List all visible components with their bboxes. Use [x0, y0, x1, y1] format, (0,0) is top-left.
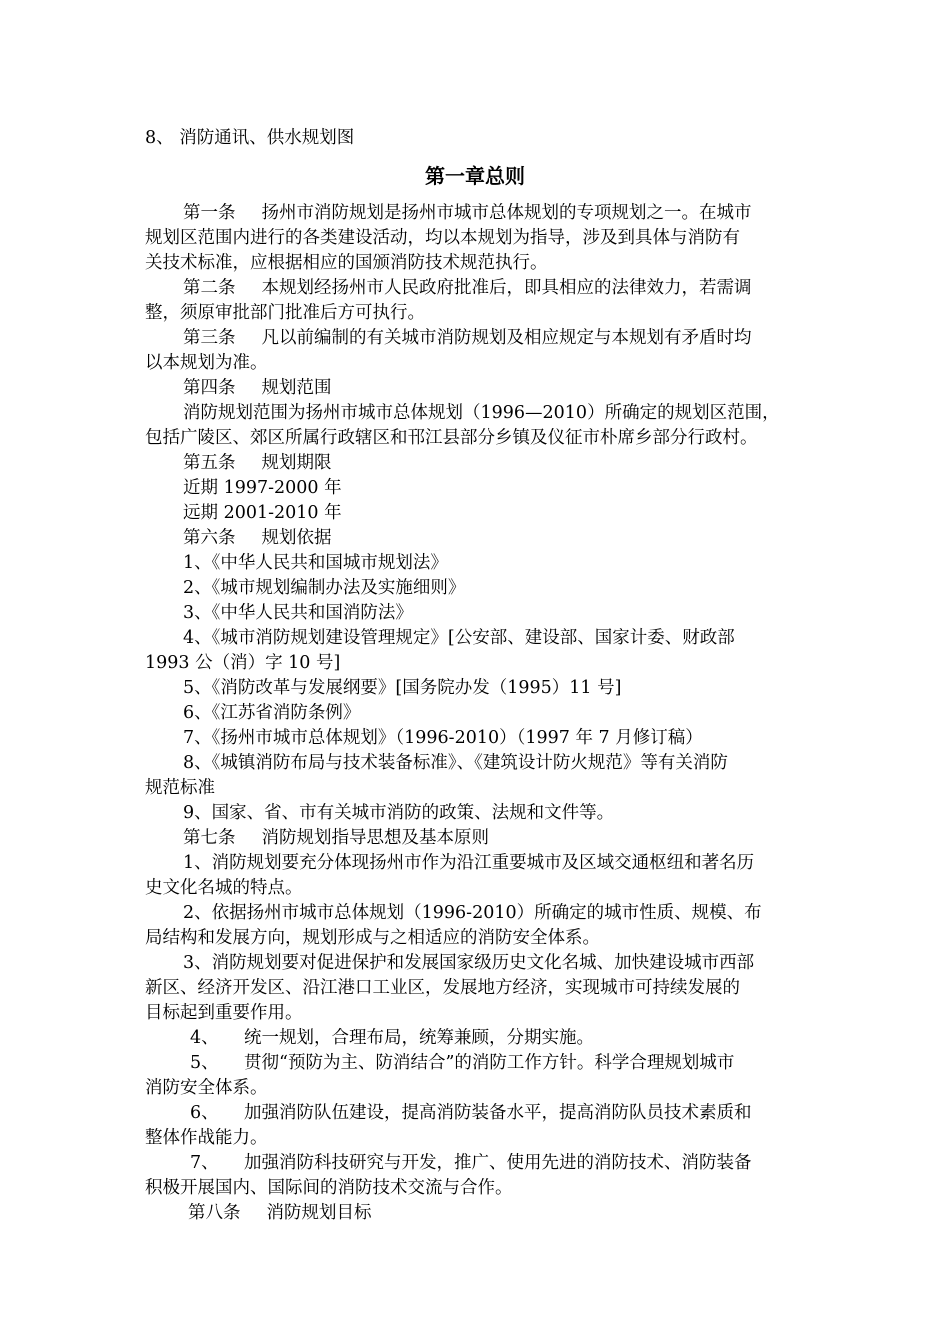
- article-2-text: 本规划经扬州市人民政府批准后，即具相应的法律效力，若需调: [261, 278, 752, 298]
- article-3-text: 凡以前编制的有关城市消防规划及相应规定与本规划有矛盾时均: [261, 328, 752, 348]
- article-7-number: 第七条: [183, 828, 236, 848]
- article-6-title: 规划依据: [261, 528, 332, 548]
- basis-item-7: 7、《扬州市城市总体规划》（1996-2010）（1997 年 7 月修订稿）: [183, 728, 703, 748]
- article-2-line-1: [183, 276, 752, 300]
- principle-6-number: 6、: [190, 1103, 219, 1123]
- principle-7-line-1: 加强消防科技研究与开发，推广、使用先进的消防技术、消防装备: [244, 1153, 752, 1173]
- article-8-heading: [188, 1201, 372, 1225]
- principle-7-number: 7、: [190, 1153, 219, 1173]
- principle-3-line-1: 3、消防规划要对促进保护和发展国家级历史文化名城、加快建设城市西部: [183, 953, 755, 973]
- principle-5-line-2: 消防安全体系。: [145, 1078, 268, 1098]
- basis-item-4-line-2: 1993 公（消）字 10 号]: [145, 653, 341, 673]
- basis-item-2: 2、《城市规划编制办法及实施细则》: [183, 578, 466, 598]
- article-3-number: 第三条: [183, 328, 236, 348]
- article-4-line-2: 包括广陵区、郊区所属行政辖区和邗江县部分乡镇及仪征市朴席乡部分行政村。: [145, 428, 758, 448]
- principle-6-line-1: 加强消防队伍建设，提高消防装备水平，提高消防队员技术素质和: [244, 1103, 752, 1123]
- article-4-heading: [183, 376, 332, 400]
- article-2-number: 第二条: [183, 278, 236, 298]
- article-4-line-1: 消防规划范围为扬州市城市总体规划（1996—2010）所确定的规划区范围，: [183, 403, 780, 423]
- article-3-line-2: 以本规划为准。: [145, 353, 268, 373]
- article-6-heading: [183, 526, 332, 550]
- principle-5-line-1: 贯彻“预防为主、防消结合”的消防工作方针。科学合理规划城市: [244, 1053, 735, 1073]
- basis-item-4-line-1: 4、《城市消防规划建设管理规定》[公安部、建设部、国家计委、财政部: [183, 628, 735, 648]
- basis-item-3: 3、《中华人民共和国消防法》: [183, 603, 413, 623]
- long-term-period: 远期 2001-2010 年: [183, 503, 342, 523]
- article-7-title: 消防规划指导思想及基本原则: [261, 828, 489, 848]
- article-1-line-3: 关技术标准，应根据相应的国颁消防技术规范执行。: [145, 253, 548, 273]
- chapter-title: 第一章总则: [425, 164, 525, 188]
- article-2-line-2: 整，须原审批部门批准后方可执行。: [145, 303, 425, 323]
- article-1-line-2: 规划区范围内进行的各类建设活动，均以本规划为指导，涉及到具体与消防有: [145, 228, 740, 248]
- article-6-number: 第六条: [183, 528, 236, 548]
- article-5-number: 第五条: [183, 453, 236, 473]
- article-1-line-1: [183, 201, 752, 225]
- principle-6-line-2: 整体作战能力。: [145, 1128, 268, 1148]
- basis-item-9: 9、国家、省、市有关城市消防的政策、法规和文件等。: [183, 803, 615, 823]
- article-5-heading: [183, 451, 332, 475]
- article-8-number: 第八条: [188, 1203, 241, 1223]
- article-3-line-1: [183, 326, 752, 350]
- principle-4-line-1: 统一规划，合理布局，统筹兼顾，分期实施。: [244, 1028, 594, 1048]
- figure-list-item-8: 8、 消防通讯、供水规划图: [145, 128, 355, 148]
- principle-1-line-1: 1、消防规划要充分体现扬州市作为沿江重要城市及区域交通枢纽和著名历: [183, 853, 755, 873]
- basis-item-6: 6、《江苏省消防条例》: [183, 703, 361, 723]
- article-7-heading: [183, 826, 489, 850]
- basis-item-8-line-2: 规范标准: [145, 778, 215, 798]
- principle-7-line-2: 积极开展国内、国际间的消防技术交流与合作。: [145, 1178, 513, 1198]
- article-1-text: 扬州市消防规划是扬州市城市总体规划的专项规划之一。在城市: [261, 203, 752, 223]
- near-term-period: 近期 1997-2000 年: [183, 478, 342, 498]
- principle-3-line-2: 新区、经济开发区、沿江港口工业区，发展地方经济，实现城市可持续发展的: [145, 978, 740, 998]
- basis-item-8-line-1: 8、《城镇消防布局与技术装备标准》、《建筑设计防火规范》等有关消防: [183, 753, 728, 773]
- article-5-title: 规划期限: [261, 453, 332, 473]
- principle-2-line-1: 2、依据扬州市城市总体规划（1996-2010）所确定的城市性质、规模、布: [183, 903, 762, 923]
- principle-1-line-2: 史文化名城的特点。: [145, 878, 303, 898]
- article-1-number: 第一条: [183, 203, 236, 223]
- principle-2-line-2: 局结构和发展方向，规划形成与之相适应的消防安全体系。: [145, 928, 600, 948]
- article-8-title: 消防规划目标: [266, 1203, 372, 1223]
- article-4-number: 第四条: [183, 378, 236, 398]
- principle-3-line-3: 目标起到重要作用。: [145, 1003, 303, 1023]
- basis-item-5: 5、《消防改革与发展纲要》[国务院办发（1995）11 号]: [183, 678, 622, 698]
- principle-5-number: 5、: [190, 1053, 219, 1073]
- principle-4-number: 4、: [190, 1028, 219, 1048]
- basis-item-1: 1、《中华人民共和国城市规划法》: [183, 553, 448, 573]
- article-4-title: 规划范围: [261, 378, 332, 398]
